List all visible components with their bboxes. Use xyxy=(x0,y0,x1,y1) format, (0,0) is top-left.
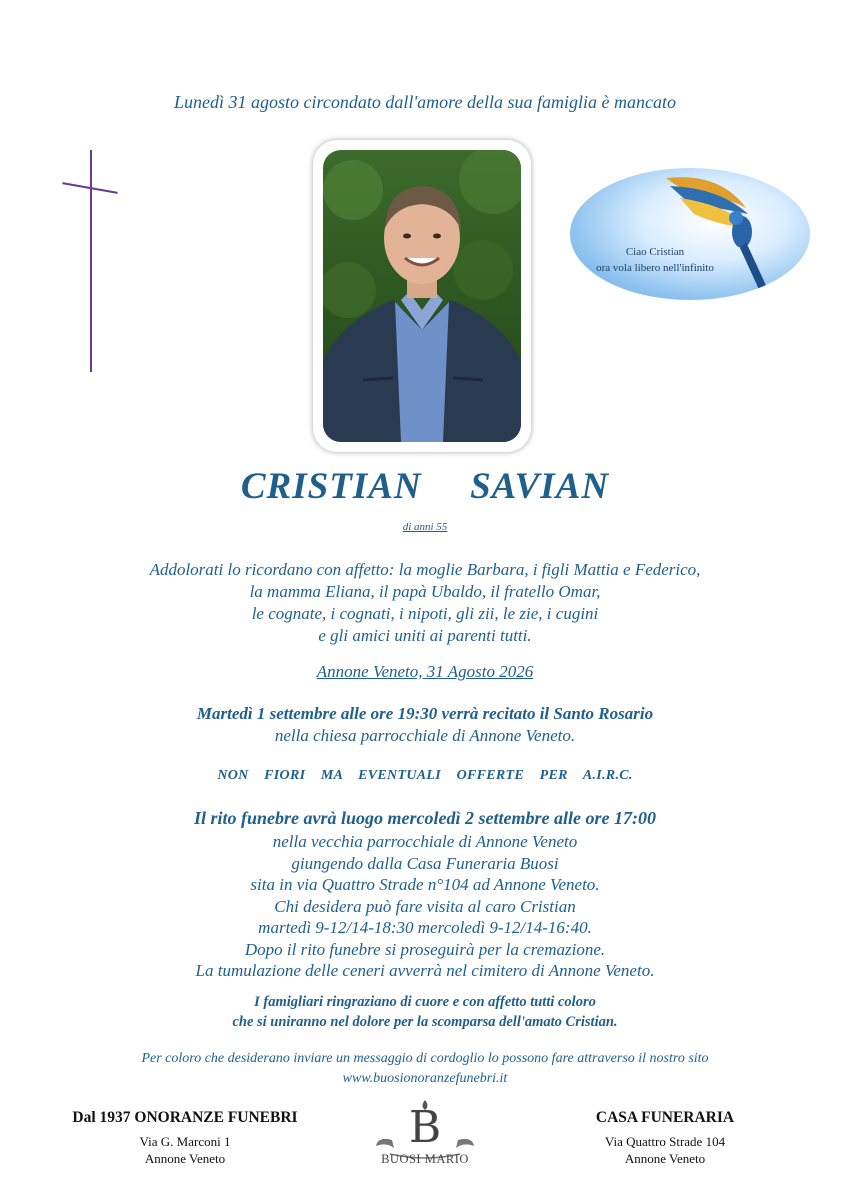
thanks-line: I famigliari ringraziano di cuore e con affetto tutti coloro xyxy=(254,994,596,1010)
rite-line: Chi desidera può fare visita al caro Cristian xyxy=(274,896,576,916)
rite-title: Il rito funebre avrà luogo mercoledì 2 settembre alle ore 17:00 xyxy=(194,808,656,828)
mourners-line: le cognate, i cognati, i nipoti, gli zii, le zie, i cugini xyxy=(251,604,599,623)
footer-left-title: Dal 1937 ONORANZE FUNEBRI xyxy=(72,1109,298,1126)
footer-left-address: Via G. Marconi 1 xyxy=(139,1134,231,1149)
bird-caption-line-2: ora vola libero nell'infinito xyxy=(596,262,714,274)
mourners-line: la mamma Eliana, il papà Ubaldo, il fratello Omar, xyxy=(249,582,601,601)
rite-line: martedì 9-12/14-18:30 mercoledì 9-12/14-16:40. xyxy=(258,918,592,937)
logo-letter: B xyxy=(408,1102,442,1153)
footer-right xyxy=(520,1109,810,1167)
headline: Lunedì 31 agosto circondato dall'amore della sua famiglia è mancato xyxy=(174,92,676,112)
footer-left xyxy=(40,1109,330,1167)
mourners-line: e gli amici uniti ai parenti tutti. xyxy=(318,626,532,645)
macaw-image xyxy=(570,168,810,300)
deceased-name: CRISTIAN SAVIAN xyxy=(240,466,610,507)
place-date: Annone Veneto, 31 Agosto 2026 xyxy=(316,662,534,681)
contact-block xyxy=(0,1049,850,1089)
portrait-photo xyxy=(313,140,531,452)
rite-line: sita in via Quattro Strade n°104 ad Annone Veneto. xyxy=(250,875,600,894)
bird-caption-line-1: Ciao Cristian xyxy=(625,246,685,258)
rite-line: nella vecchia parrocchiale di Annone Veneto xyxy=(272,832,578,851)
logo-name: BUOSI MARIO xyxy=(381,1152,469,1166)
age: di anni 55 xyxy=(402,521,448,533)
mourners-block xyxy=(0,559,850,647)
thanks-block xyxy=(0,992,850,1032)
footer-right-city: Annone Veneto xyxy=(624,1151,706,1166)
footer-left-city: Annone Veneto xyxy=(144,1151,226,1166)
rite-line: Dopo il rito funebre si proseguirà per la cremazione. xyxy=(244,939,606,959)
rosary-announcement: Martedì 1 settembre alle ore 19:30 verrà recitato il Santo Rosario xyxy=(196,704,654,723)
footer-right-address: Via Quattro Strade 104 xyxy=(604,1134,726,1149)
thanks-line: che si uniranno nel dolore per la scomparsa dell'amato Cristian. xyxy=(232,1014,618,1030)
no-flowers-notice: NON FIORI MA EVENTUALI OFFERTE PER A.I.R.C. xyxy=(217,768,633,783)
contact-text: Per coloro che desiderano inviare un messaggio di cordoglio lo possono fare attraverso il nostro sito xyxy=(141,1051,709,1066)
rosary-location: nella chiesa parrocchiale di Annone Veneto. xyxy=(274,726,576,745)
mourners-line: Addolorati lo ricordano con affetto: la moglie Barbara, i figli Mattia e Federico, xyxy=(149,560,701,579)
buosi-logo-icon xyxy=(372,1096,478,1180)
website-link[interactable]: www.buosionoranzefunebri.it xyxy=(342,1071,508,1086)
rite-line: giungendo dalla Casa Funeraria Buosi xyxy=(291,853,559,873)
rite-details xyxy=(0,831,850,982)
rite-line: La tumulazione delle ceneri avverrà nel cimitero di Annone Veneto. xyxy=(195,961,655,980)
footer-right-title: CASA FUNERARIA xyxy=(595,1109,735,1126)
